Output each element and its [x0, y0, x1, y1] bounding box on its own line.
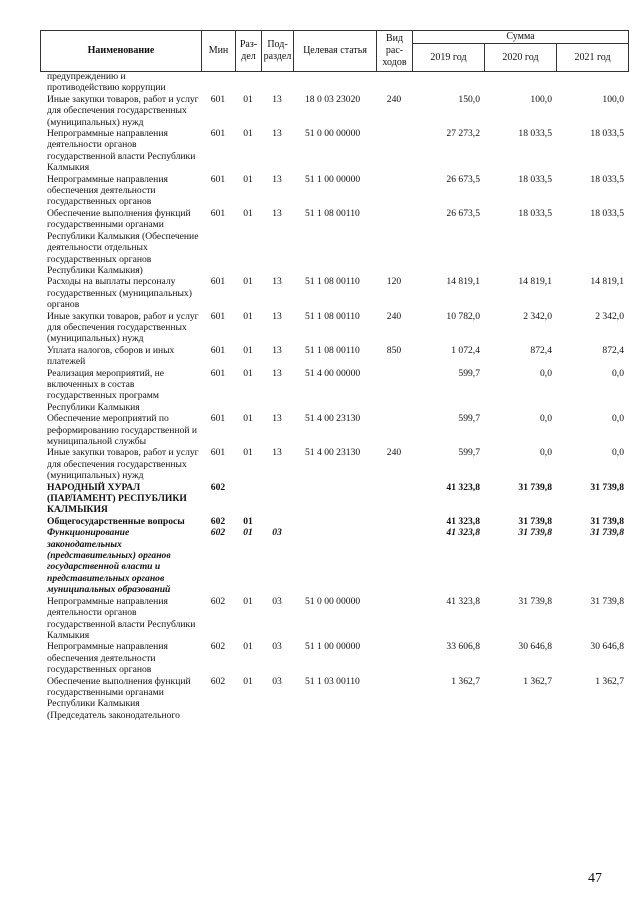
cell-razdel: 01 [243, 447, 253, 459]
cell-expense-type: 850 [386, 344, 402, 356]
cell-min: 601 [210, 93, 226, 105]
table-row [40, 94, 628, 128]
table-row [40, 641, 628, 675]
header-podrazdel: Под- раздел [262, 31, 294, 72]
cell-target-article: 51 4 00 23130 [305, 447, 361, 459]
cell-name: Обеспечение выполнения функций государственными органами Республики Калмыкия (Председатель законодательного [47, 675, 191, 721]
budget-table [40, 71, 628, 721]
cell-min: 601 [210, 344, 226, 356]
cell-name: Иные закупки товаров, работ и услуг для обеспечения государственных (муниципальных) нужд [47, 447, 199, 482]
cell-sum-2020: 0,0 [540, 367, 552, 379]
cell-min: 601 [210, 173, 226, 185]
cell-sum-2019: 41 323,8 [446, 481, 480, 493]
cell-razdel [235, 482, 261, 516]
table-row [40, 596, 628, 642]
cell-target-article: 51 1 00 00000 [305, 641, 361, 653]
cell-sum-2021: 31 739,8 [590, 515, 624, 527]
cell-sum-2019: 599,7 [458, 447, 480, 459]
cell-sum-2021: 1 362,7 [595, 675, 624, 687]
cell-name: Иные закупки товаров, работ и услуг для обеспечения государственных (муниципальных) нужд [47, 310, 199, 345]
cell-expense-type [376, 641, 412, 675]
cell-min: 601 [210, 276, 226, 288]
cell-razdel: 01 [243, 128, 253, 140]
cell-razdel [235, 71, 261, 94]
cell-name: Непрограммные направления деятельности органов государственной власти Республики Калмыкия [47, 595, 196, 641]
table-row [40, 208, 628, 276]
cell-sum-2021: 31 739,8 [590, 595, 624, 607]
cell-target-article: 51 4 00 23130 [305, 413, 361, 425]
cell-sum-2020: 0,0 [540, 413, 552, 425]
cell-sum-2021: 14 819,1 [590, 276, 624, 288]
cell-min: 601 [210, 413, 226, 425]
cell-name: Обеспечение выполнения функций государственными органами Республики Калмыкия (Обеспечение деятельности отдельных государственных органов Республики Калмыкия) [47, 207, 199, 276]
table-row [40, 71, 628, 94]
table-row [40, 676, 628, 722]
table-row [40, 413, 628, 447]
cell-razdel: 01 [243, 93, 253, 105]
cell-sum-2020: 18 033,5 [518, 128, 552, 140]
cell-sum-2021: 0,0 [612, 447, 624, 459]
cell-podrazdel: 03 [272, 675, 282, 687]
cell-expense-type [376, 71, 412, 94]
cell-expense-type: 240 [386, 310, 402, 322]
cell-podrazdel: 03 [272, 641, 282, 653]
table-row [40, 345, 628, 368]
cell-podrazdel: 13 [272, 93, 282, 105]
cell-target-article: 51 4 00 00000 [305, 367, 361, 379]
cell-sum-2019: 1 362,7 [451, 675, 480, 687]
cell-min [201, 71, 235, 94]
cell-sum-2021: 2 342,0 [595, 310, 624, 322]
cell-sum-2020: 14 819,1 [518, 276, 552, 288]
table-rows [40, 71, 628, 721]
cell-name: НАРОДНЫЙ ХУРАЛ (ПАРЛАМЕНТ) РЕСПУБЛИКИ КАЛМЫКИЯ [47, 481, 187, 516]
cell-sum-2021: 0,0 [612, 367, 624, 379]
cell-podrazdel: 13 [272, 173, 282, 185]
header-year-2021: 2021 год [557, 44, 629, 72]
cell-expense-type [376, 174, 412, 208]
cell-name: предупреждению и противодействию коррупции [47, 71, 166, 94]
header-year-2019: 2019 год [413, 44, 485, 72]
cell-razdel: 01 [243, 595, 253, 607]
cell-target-article: 51 1 08 00110 [305, 344, 360, 356]
cell-razdel: 01 [243, 413, 253, 425]
cell-sum-2020: 31 739,8 [518, 515, 552, 527]
cell-sum-2020: 872,4 [530, 344, 552, 356]
table-row [40, 527, 628, 595]
cell-expense-type [376, 482, 412, 516]
cell-min: 602 [210, 481, 226, 493]
cell-name: Функционирование законодательных (представительных) органов государственной власти и представительных органов муниципальных образований [47, 527, 171, 596]
cell-razdel: 01 [243, 207, 253, 219]
table-row [40, 311, 628, 345]
cell-podrazdel: 13 [272, 310, 282, 322]
cell-target-article: 18 0 03 23020 [305, 93, 361, 105]
cell-target-article [293, 71, 376, 94]
cell-expense-type [376, 208, 412, 276]
cell-sum-2021: 31 739,8 [590, 527, 624, 539]
cell-sum-2021: 100,0 [602, 93, 624, 105]
cell-sum-2021 [556, 71, 628, 94]
cell-podrazdel: 13 [272, 207, 282, 219]
cell-sum-2021: 872,4 [602, 344, 624, 356]
cell-podrazdel: 13 [272, 413, 282, 425]
table-row [40, 128, 628, 174]
header-expense-type: Вид рас- ходов [377, 31, 413, 72]
cell-razdel: 01 [243, 173, 253, 185]
cell-name: Обеспечение мероприятий по реформированию государственной и муниципальной службы [47, 413, 198, 447]
cell-sum-2020: 2 342,0 [523, 310, 552, 322]
cell-sum-2020: 100,0 [530, 93, 552, 105]
cell-sum-2020: 31 739,8 [518, 481, 552, 493]
cell-min: 601 [210, 128, 226, 140]
header-min: Мин [202, 31, 236, 72]
cell-podrazdel: 13 [272, 367, 282, 379]
cell-sum-2019: 1 072,4 [451, 344, 480, 356]
cell-sum-2019: 41 323,8 [446, 515, 480, 527]
cell-sum-2020: 0,0 [540, 447, 552, 459]
cell-sum-2020: 31 739,8 [518, 527, 552, 539]
cell-razdel: 01 [243, 344, 253, 356]
cell-sum-2019: 10 782,0 [446, 310, 480, 322]
cell-sum-2020: 30 646,8 [518, 641, 552, 653]
cell-razdel: 01 [243, 367, 253, 379]
cell-min: 602 [210, 675, 226, 687]
cell-expense-type [376, 368, 412, 414]
cell-target-article: 51 1 08 00110 [305, 276, 360, 288]
table-row [40, 482, 628, 516]
cell-sum-2019: 41 323,8 [446, 527, 480, 539]
table-row [40, 276, 628, 310]
cell-target-article: 51 1 03 00110 [305, 675, 360, 687]
cell-target-article [293, 482, 376, 516]
cell-min: 602 [210, 641, 226, 653]
cell-expense-type [376, 516, 412, 527]
cell-sum-2021: 18 033,5 [590, 207, 624, 219]
cell-sum-2019: 26 673,5 [446, 173, 480, 185]
cell-sum-2020: 1 362,7 [523, 675, 552, 687]
header-razdel: Раз- дел [236, 31, 262, 72]
cell-sum-2021: 0,0 [612, 413, 624, 425]
cell-sum-2021: 18 033,5 [590, 173, 624, 185]
cell-podrazdel: 03 [272, 527, 282, 539]
cell-name: Иные закупки товаров, работ и услуг для обеспечения государственных (муниципальных) нужд [47, 93, 199, 128]
cell-target-article: 51 1 08 00110 [305, 310, 360, 322]
cell-sum-2020: 18 033,5 [518, 207, 552, 219]
cell-expense-type [376, 128, 412, 174]
cell-sum-2021: 31 739,8 [590, 481, 624, 493]
cell-min: 602 [210, 515, 226, 527]
cell-sum-2019: 26 673,5 [446, 207, 480, 219]
cell-min: 602 [210, 527, 226, 539]
cell-razdel: 01 [243, 276, 253, 288]
header-target-article: Целевая статья [294, 31, 377, 72]
cell-podrazdel: 13 [272, 276, 282, 288]
cell-expense-type: 240 [386, 447, 402, 459]
cell-target-article: 51 0 00 00000 [305, 128, 361, 140]
cell-min: 601 [210, 447, 226, 459]
cell-expense-type [376, 527, 412, 595]
cell-expense-type [376, 676, 412, 722]
table-row [40, 368, 628, 414]
cell-expense-type [376, 413, 412, 447]
cell-sum-2019: 14 819,1 [446, 276, 480, 288]
cell-name: Общегосударственные вопросы [47, 515, 185, 527]
cell-name: Непрограммные направления деятельности органов государственной власти Республики Калмыкия [47, 128, 196, 174]
table-row [40, 447, 628, 481]
page-number: 47 [588, 871, 602, 886]
header-year-2020: 2020 год [485, 44, 557, 72]
table-row [40, 174, 628, 208]
cell-sum-2020: 31 739,8 [518, 595, 552, 607]
cell-podrazdel: 03 [272, 595, 282, 607]
cell-razdel: 01 [243, 310, 253, 322]
cell-name: Реализация мероприятий, не включенных в состав государственных программ Республики Калмыкия [47, 367, 165, 413]
cell-podrazdel: 13 [272, 128, 282, 140]
cell-podrazdel [261, 516, 293, 527]
cell-expense-type: 120 [386, 276, 402, 288]
cell-podrazdel: 13 [272, 344, 282, 356]
cell-name: Непрограммные направления обеспечения деятельности государственных органов [47, 641, 168, 676]
cell-min: 601 [210, 207, 226, 219]
cell-podrazdel [261, 71, 293, 94]
cell-sum-2021: 30 646,8 [590, 641, 624, 653]
table-row [40, 516, 628, 527]
cell-target-article: 51 0 00 00000 [305, 595, 361, 607]
cell-podrazdel [261, 482, 293, 516]
cell-sum-2019: 41 323,8 [446, 595, 480, 607]
cell-razdel: 01 [243, 515, 253, 527]
cell-sum-2019: 27 273,2 [446, 128, 480, 140]
cell-sum-2019: 33 606,8 [446, 641, 480, 653]
cell-min: 601 [210, 367, 226, 379]
cell-razdel: 01 [243, 527, 253, 539]
cell-sum-2019: 599,7 [458, 367, 480, 379]
cell-target-article: 51 1 08 00110 [305, 207, 360, 219]
cell-min: 602 [210, 595, 226, 607]
cell-target-article [293, 516, 376, 527]
header-sum: Сумма [413, 31, 629, 44]
cell-name: Непрограммные направления обеспечения деятельности государственных органов [47, 173, 168, 208]
cell-sum-2021: 18 033,5 [590, 128, 624, 140]
cell-name: Уплата налогов, сборов и иных платежей [47, 344, 175, 368]
cell-razdel: 01 [243, 641, 253, 653]
cell-expense-type: 240 [386, 93, 402, 105]
cell-razdel: 01 [243, 675, 253, 687]
cell-target-article [293, 527, 376, 595]
cell-name: Расходы на выплаты персоналу государственных (муниципальных) органов [47, 276, 192, 311]
cell-sum-2020: 18 033,5 [518, 173, 552, 185]
cell-target-article: 51 1 00 00000 [305, 173, 361, 185]
cell-sum-2019 [412, 71, 484, 94]
cell-min: 601 [210, 310, 226, 322]
table-header [40, 30, 629, 72]
cell-sum-2019: 150,0 [458, 93, 480, 105]
header-name: Наименование [41, 31, 202, 72]
cell-sum-2020 [484, 71, 556, 94]
cell-expense-type [376, 596, 412, 642]
cell-sum-2019: 599,7 [458, 413, 480, 425]
cell-podrazdel: 13 [272, 447, 282, 459]
